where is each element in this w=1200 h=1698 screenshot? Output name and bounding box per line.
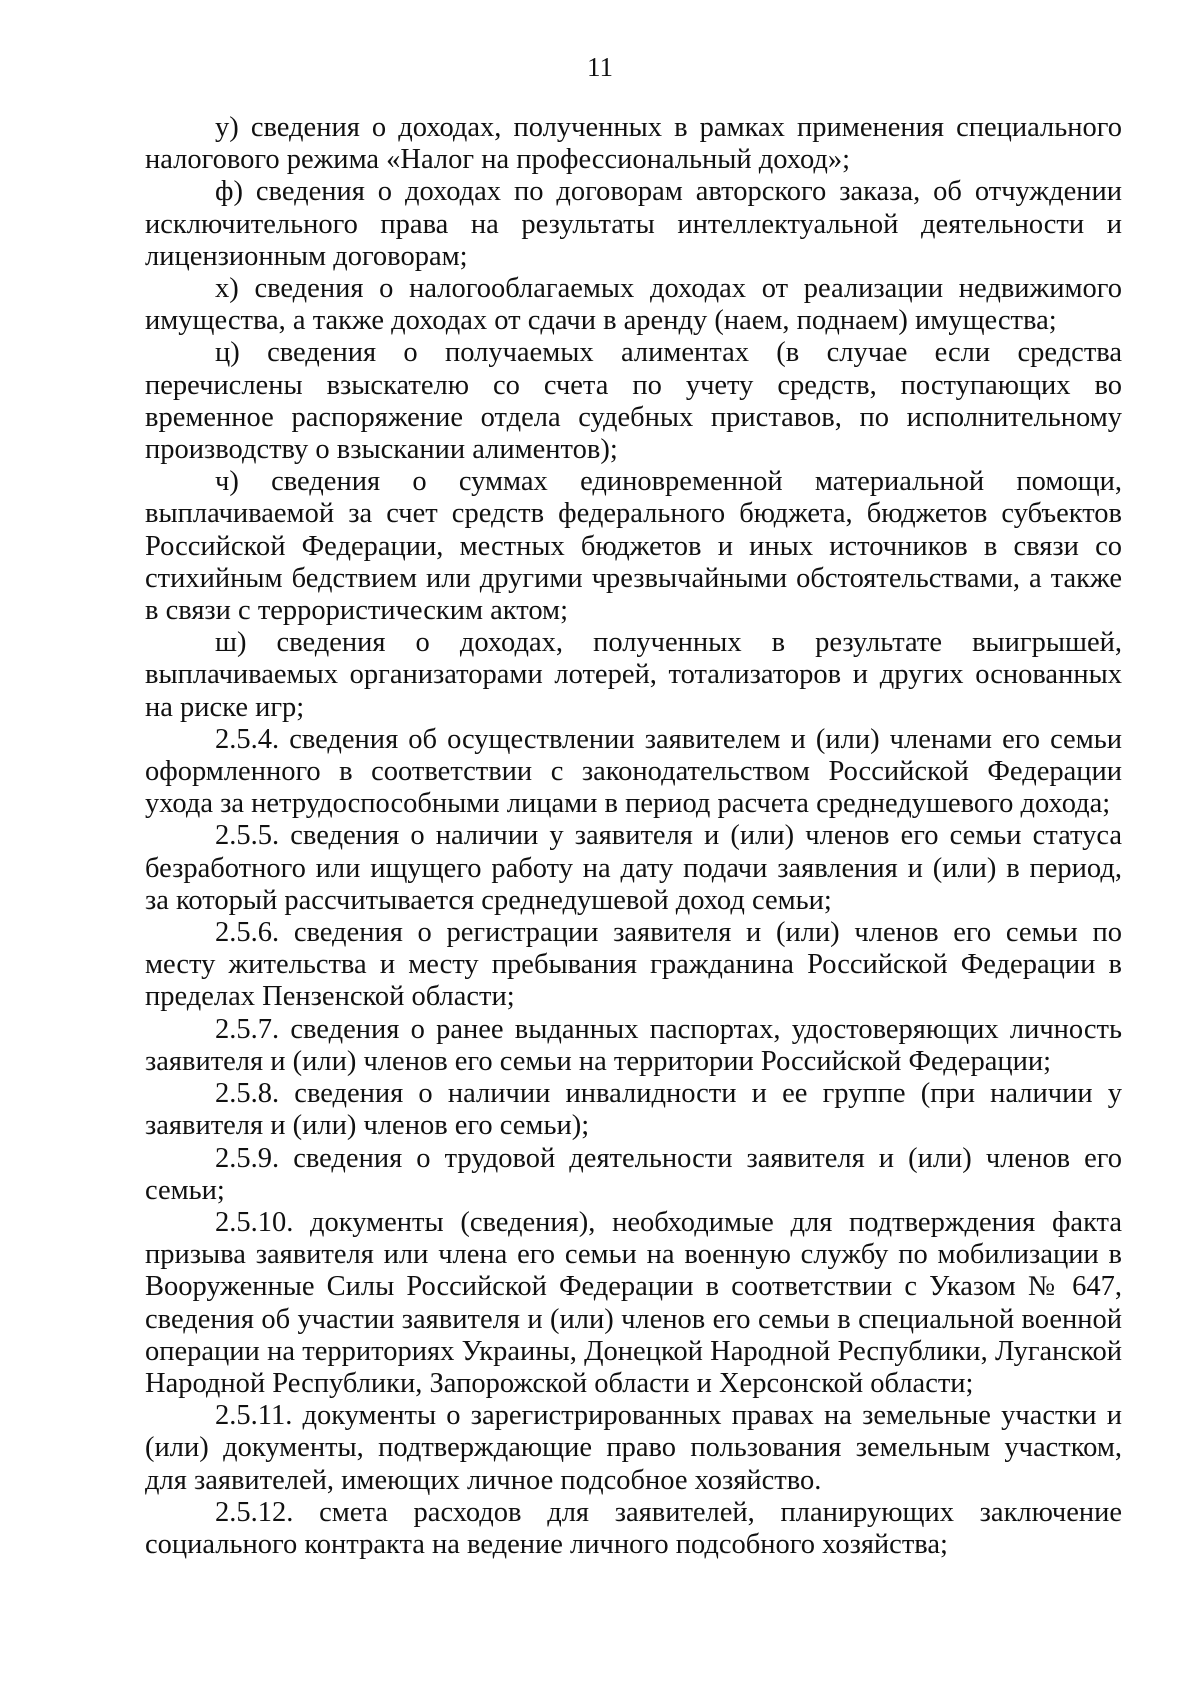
paragraph-f: ф) сведения о доходах по договорам авторского заказа, об отчуждении исключительного права на результаты интеллектуальной деятельности и лицензионным договорам; <box>145 176 1122 272</box>
paragraph-kh: х) сведения о налогооблагаемых доходах от реализации недвижимого имущества, а также доходах от сдачи в аренду (наем, поднаем) имущества; <box>145 273 1122 337</box>
page-number: 11 <box>587 52 613 82</box>
paragraph-ch: ч) сведения о суммах единовременной материальной помощи, выплачиваемой за счет средств федерального бюджета, бюджетов субъектов Российской Федерации, местных бюджетов и иных источников в связи со стихийным бедствием или другими чрезвычайными обстоятельствами, а также в связи с террористическим актом; <box>145 466 1122 627</box>
paragraph-2-5-11: 2.5.11. документы о зарегистрированных правах на земельные участки и (или) документы, подтверждающие право пользования земельным участком, для заявителей, имеющих личное подсобное хозяйство. <box>145 1400 1122 1496</box>
paragraph-ts: ц) сведения о получаемых алиментах (в случае если средства перечислены взыскателю со счета по учету средств, поступающих во временное распоряжение отдела судебных приставов, по исполнительному производству о взыскании алиментов); <box>145 337 1122 466</box>
paragraph-2-5-6: 2.5.6. сведения о регистрации заявителя и (или) членов его семьи по месту жительства и месту пребывания гражданина Российской Федерации в пределах Пензенской области; <box>145 917 1122 1013</box>
paragraph-2-5-10: 2.5.10. документы (сведения), необходимые для подтверждения факта призыва заявителя или члена его семьи на военную службу по мобилизации в Вооруженные Силы Российской Федерации в соответствии с Указом № 647, сведения об участии заявителя и (или) членов его семьи в специальной военной операции на территориях Украины, Донецкой Народной Республики, Луганской Народной Республики, Запорожской области и Херсонской области; <box>145 1206 1122 1399</box>
paragraph-u: у) сведения о доходах, полученных в рамках применения специального налогового режима «Налог на профессиональный доход»; <box>145 112 1122 176</box>
paragraph-2-5-5: 2.5.5. сведения о наличии у заявителя и (или) членов его семьи статуса безработного или ищущего работу на дату подачи заявления и (или) в период, за который рассчитывается среднедушевой доход семьи; <box>145 820 1122 916</box>
paragraph-sh: ш) сведения о доходах, полученных в результате выигрышей, выплачиваемых организаторами лотерей, тотализаторов и других основанных на риске игр; <box>145 627 1122 723</box>
paragraph-2-5-4: 2.5.4. сведения об осуществлении заявителем и (или) членами его семьи оформленного в соответствии с законодательством Российской Федерации ухода за нетрудоспособными лицами в период расчета среднедушевого дохода; <box>145 723 1122 820</box>
paragraph-2-5-7: 2.5.7. сведения о ранее выданных паспортах, удостоверяющих личность заявителя и (или) членов его семьи на территории Российской Федерации; <box>145 1013 1122 1077</box>
paragraph-2-5-8: 2.5.8. сведения о наличии инвалидности и ее группе (при наличии у заявителя и (или) членов его семьи); <box>145 1078 1122 1142</box>
document-body <box>145 112 1122 1561</box>
paragraph-2-5-12: 2.5.12. смета расходов для заявителей, планирующих заключение социального контракта на ведение личного подсобного хозяйства; <box>145 1496 1122 1560</box>
paragraph-2-5-9: 2.5.9. сведения о трудовой деятельности заявителя и (или) членов его семьи; <box>145 1142 1122 1206</box>
